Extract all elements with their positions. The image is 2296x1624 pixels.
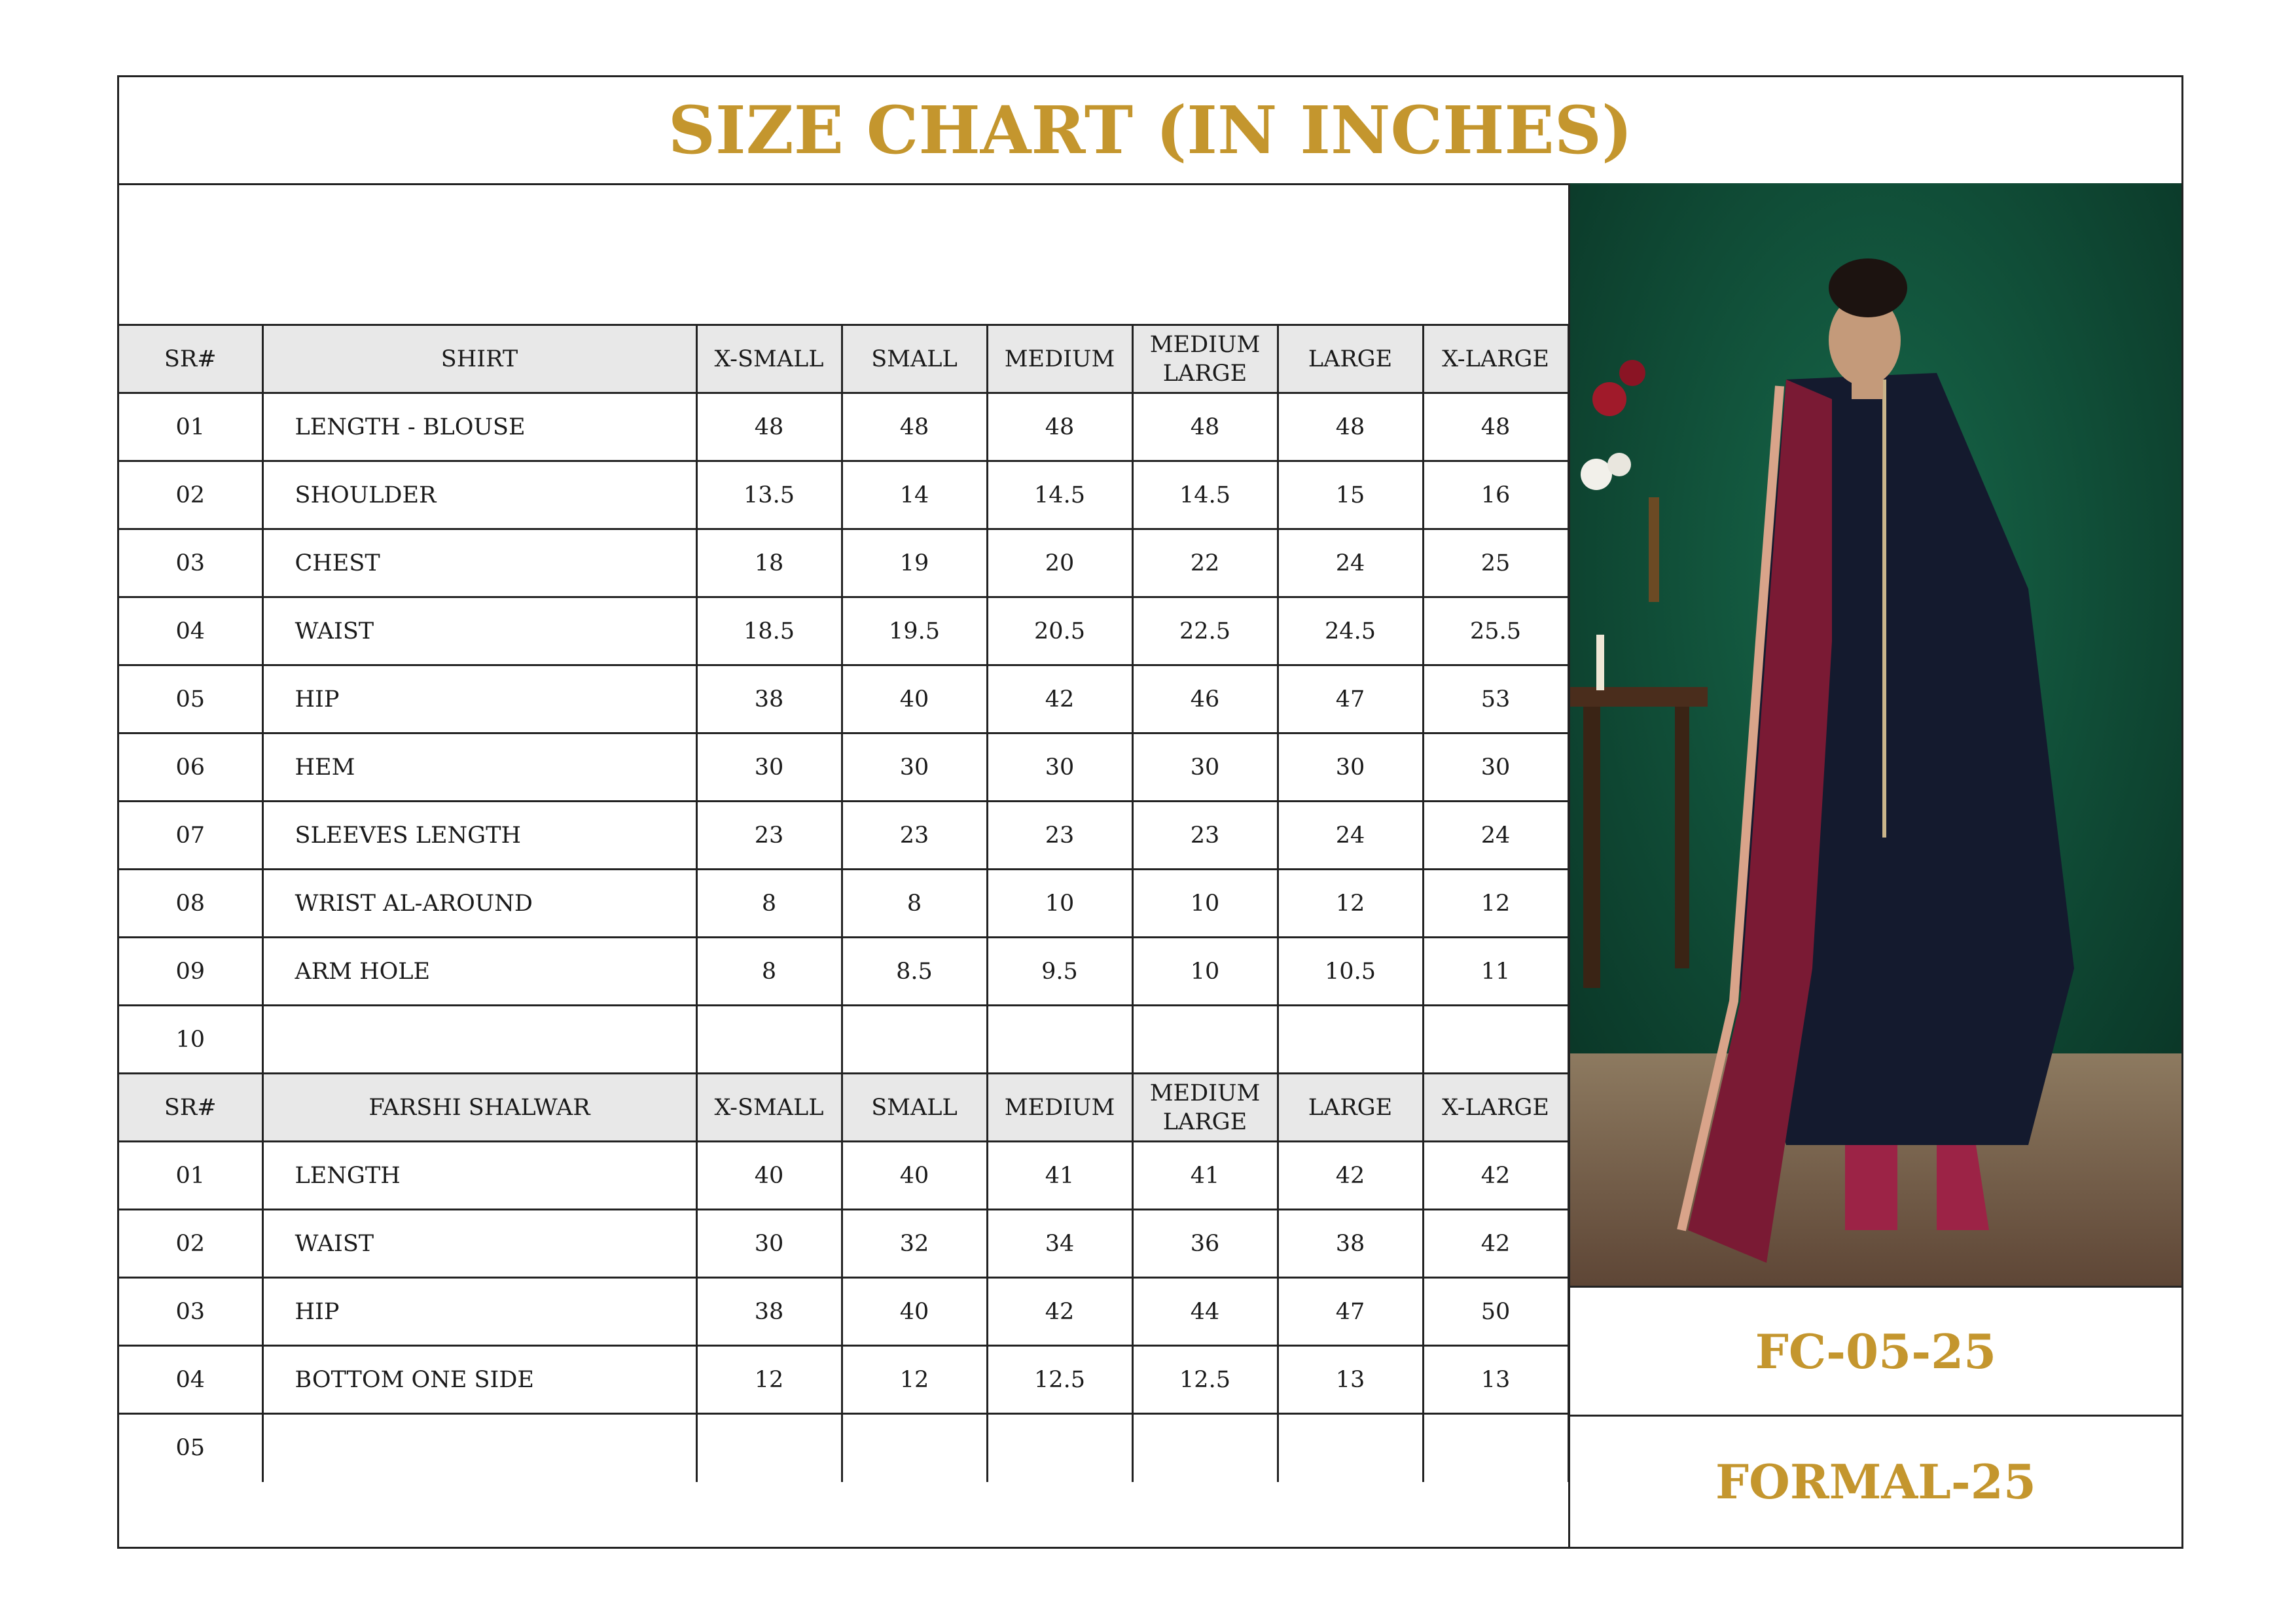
shalwar-header-cell: LARGE (1278, 1074, 1423, 1142)
size-value (842, 1414, 987, 1482)
size-value: 34 (987, 1210, 1132, 1278)
shirt-header-cell: SR# (119, 325, 262, 393)
size-value: 48 (1423, 393, 1568, 461)
size-value: 12 (842, 1346, 987, 1414)
shirt-header-cell: SMALL (842, 325, 987, 393)
size-value: 12.5 (1132, 1346, 1278, 1414)
size-value: 32 (842, 1210, 987, 1278)
measurement-label (262, 1006, 696, 1074)
table-row (119, 461, 1568, 529)
size-value (987, 1006, 1132, 1074)
shirt-header-cell: X-LARGE (1423, 325, 1568, 393)
size-value: 12 (1423, 870, 1568, 938)
size-value: 9.5 (987, 938, 1132, 1006)
size-value: 53 (1423, 665, 1568, 733)
shirt-header-cell: SHIRT (262, 325, 696, 393)
size-value: 8 (696, 870, 842, 938)
measurement-label: HIP (262, 665, 696, 733)
size-value: 30 (842, 733, 987, 802)
size-value: 30 (696, 733, 842, 802)
size-value: 10 (1132, 870, 1278, 938)
size-value: 40 (842, 665, 987, 733)
size-value: 46 (1132, 665, 1278, 733)
shirt-header-cell: LARGE (1278, 325, 1423, 393)
size-value: 25 (1423, 529, 1568, 597)
sr-cell: 02 (119, 461, 262, 529)
shalwar-header-row (119, 1074, 1568, 1142)
size-value: 12 (1278, 870, 1423, 938)
sr-cell: 05 (119, 665, 262, 733)
size-value: 44 (1132, 1278, 1278, 1346)
sr-cell: 09 (119, 938, 262, 1006)
size-value: 22 (1132, 529, 1278, 597)
table-row (119, 870, 1568, 938)
measurement-label: WAIST (262, 597, 696, 665)
size-value: 38 (1278, 1210, 1423, 1278)
measurement-label (262, 1414, 696, 1482)
size-value: 24 (1278, 802, 1423, 870)
size-value: 19.5 (842, 597, 987, 665)
size-value: 30 (1423, 733, 1568, 802)
size-value: 30 (696, 1210, 842, 1278)
model-photo (1568, 183, 2181, 1286)
size-value: 47 (1278, 665, 1423, 733)
size-value: 48 (1278, 393, 1423, 461)
size-value: 20.5 (987, 597, 1132, 665)
shirt-header-cell: X-SMALL (696, 325, 842, 393)
size-value (696, 1414, 842, 1482)
size-value: 30 (1132, 733, 1278, 802)
size-value: 41 (987, 1142, 1132, 1210)
table-row (119, 1278, 1568, 1346)
size-value: 42 (1423, 1210, 1568, 1278)
table-row (119, 938, 1568, 1006)
sr-cell: 07 (119, 802, 262, 870)
shalwar-header-cell: X-LARGE (1423, 1074, 1568, 1142)
size-value: 42 (987, 665, 1132, 733)
size-chart-table (119, 324, 1570, 1482)
size-value: 42 (1278, 1142, 1423, 1210)
size-value: 14 (842, 461, 987, 529)
size-value: 42 (1423, 1142, 1568, 1210)
sr-cell: 04 (119, 1346, 262, 1414)
table-row (119, 597, 1568, 665)
table-row (119, 393, 1568, 461)
table-row (119, 665, 1568, 733)
table-row (119, 1414, 1568, 1482)
shirt-header-row (119, 325, 1568, 393)
table-row (119, 733, 1568, 802)
size-value (1278, 1006, 1423, 1074)
size-value: 18.5 (696, 597, 842, 665)
measurement-label: HIP (262, 1278, 696, 1346)
size-value: 42 (987, 1278, 1132, 1346)
size-value (1423, 1006, 1568, 1074)
measurement-label: SHOULDER (262, 461, 696, 529)
size-value: 48 (842, 393, 987, 461)
size-value: 12.5 (987, 1346, 1132, 1414)
size-value: 24.5 (1278, 597, 1423, 665)
size-value: 30 (987, 733, 1132, 802)
size-value: 16 (1423, 461, 1568, 529)
sr-cell: 03 (119, 529, 262, 597)
size-value: 14.5 (1132, 461, 1278, 529)
shalwar-header-cell: MEDIUM LARGE (1132, 1074, 1278, 1142)
product-code: FC-05-25 (1568, 1286, 2181, 1417)
measurement-label: LENGTH (262, 1142, 696, 1210)
sr-cell: 06 (119, 733, 262, 802)
size-value (1132, 1006, 1278, 1074)
measurement-label: CHEST (262, 529, 696, 597)
size-value (696, 1006, 842, 1074)
size-value: 15 (1278, 461, 1423, 529)
sr-cell: 01 (119, 1142, 262, 1210)
size-value: 23 (987, 802, 1132, 870)
table-row (119, 1142, 1568, 1210)
shalwar-header-cell: SMALL (842, 1074, 987, 1142)
sr-cell: 05 (119, 1414, 262, 1482)
size-value: 50 (1423, 1278, 1568, 1346)
size-value: 38 (696, 1278, 842, 1346)
sr-cell: 04 (119, 597, 262, 665)
size-value: 10 (987, 870, 1132, 938)
measurement-label: BOTTOM ONE SIDE (262, 1346, 696, 1414)
size-value: 38 (696, 665, 842, 733)
size-value: 13 (1278, 1346, 1423, 1414)
size-value: 23 (1132, 802, 1278, 870)
shalwar-header-cell: X-SMALL (696, 1074, 842, 1142)
sr-cell: 10 (119, 1006, 262, 1074)
measurement-label: WAIST (262, 1210, 696, 1278)
size-value: 10.5 (1278, 938, 1423, 1006)
size-value (1132, 1414, 1278, 1482)
size-value (987, 1414, 1132, 1482)
size-value: 30 (1278, 733, 1423, 802)
measurement-label: LENGTH - BLOUSE (262, 393, 696, 461)
shalwar-header-cell: MEDIUM (987, 1074, 1132, 1142)
shalwar-header-cell: FARSHI SHALWAR (262, 1074, 696, 1142)
size-value: 13 (1423, 1346, 1568, 1414)
shirt-header-cell: MEDIUM (987, 325, 1132, 393)
size-value: 25.5 (1423, 597, 1568, 665)
size-value: 40 (696, 1142, 842, 1210)
size-value: 40 (842, 1142, 987, 1210)
size-value: 48 (1132, 393, 1278, 461)
table-row (119, 802, 1568, 870)
sr-cell: 01 (119, 393, 262, 461)
page-title: SIZE CHART (IN INCHES) (119, 77, 2181, 185)
size-value: 36 (1132, 1210, 1278, 1278)
size-value: 12 (696, 1346, 842, 1414)
size-value: 23 (842, 802, 987, 870)
size-value: 24 (1423, 802, 1568, 870)
size-value: 14.5 (987, 461, 1132, 529)
size-value: 40 (842, 1278, 987, 1346)
size-value: 20 (987, 529, 1132, 597)
size-value: 23 (696, 802, 842, 870)
table-row (119, 1210, 1568, 1278)
size-value: 8.5 (842, 938, 987, 1006)
size-value: 8 (842, 870, 987, 938)
size-value: 47 (1278, 1278, 1423, 1346)
size-value (842, 1006, 987, 1074)
size-value: 18 (696, 529, 842, 597)
size-value: 11 (1423, 938, 1568, 1006)
size-value: 48 (696, 393, 842, 461)
size-value: 22.5 (1132, 597, 1278, 665)
shalwar-header-cell: SR# (119, 1074, 262, 1142)
sr-cell: 08 (119, 870, 262, 938)
size-value: 19 (842, 529, 987, 597)
measurement-label: HEM (262, 733, 696, 802)
table-row (119, 1006, 1568, 1074)
size-value: 8 (696, 938, 842, 1006)
measurement-label: ARM HOLE (262, 938, 696, 1006)
sr-cell: 02 (119, 1210, 262, 1278)
table-row (119, 529, 1568, 597)
size-value: 48 (987, 393, 1132, 461)
size-chart-frame (117, 75, 2183, 1549)
table-row (119, 1346, 1568, 1414)
size-value: 41 (1132, 1142, 1278, 1210)
measurement-label: WRIST AL-AROUND (262, 870, 696, 938)
collection-name: FORMAL-25 (1568, 1417, 2181, 1547)
measurement-label: SLEEVES LENGTH (262, 802, 696, 870)
size-value: 24 (1278, 529, 1423, 597)
size-value (1423, 1414, 1568, 1482)
size-value: 13.5 (696, 461, 842, 529)
sr-cell: 03 (119, 1278, 262, 1346)
size-value: 10 (1132, 938, 1278, 1006)
size-value (1278, 1414, 1423, 1482)
shirt-header-cell: MEDIUM LARGE (1132, 325, 1278, 393)
